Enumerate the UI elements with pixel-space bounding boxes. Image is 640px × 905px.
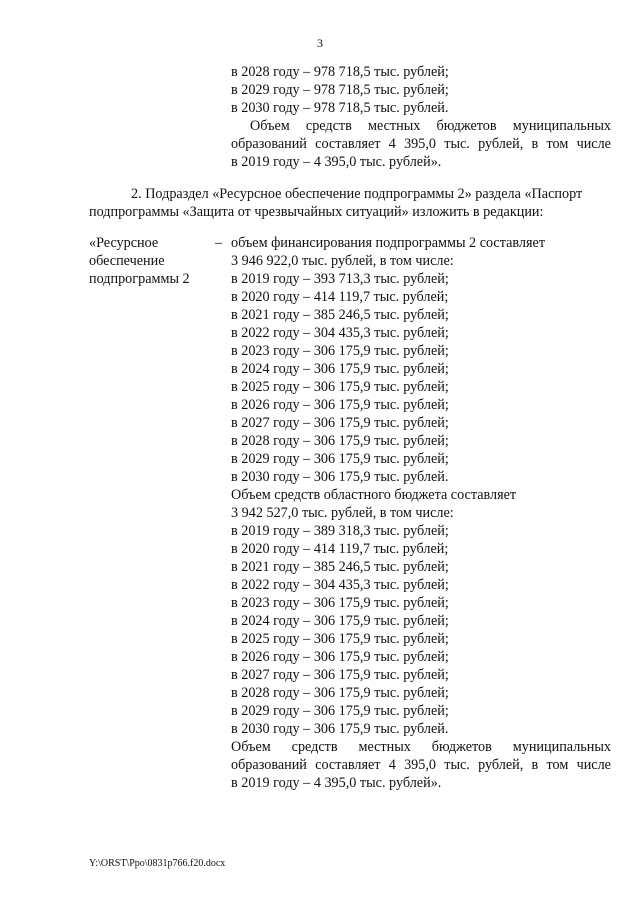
word: в: [531, 757, 539, 773]
word: местных: [368, 118, 421, 134]
year-line: в 2027 году – 306 175,9 тыс. рублей;: [231, 667, 449, 683]
year-line: в 2024 году – 306 175,9 тыс. рублей;: [231, 613, 449, 629]
word: бюджетов: [436, 118, 497, 134]
year-line: в 2025 году – 306 175,9 тыс. рублей;: [231, 379, 449, 395]
top-year-line: в 2029 году – 978 718,5 тыс. рублей;: [231, 82, 449, 98]
year-line: в 2027 году – 306 175,9 тыс. рублей;: [231, 415, 449, 431]
word: 4: [388, 136, 396, 152]
financing-line-1: объем финансирования подпрограммы 2 составляет: [231, 235, 546, 251]
word: местных: [358, 739, 411, 755]
word: в: [531, 136, 539, 152]
word: 395,0: [404, 136, 436, 152]
label-line: подпрограммы 2: [89, 271, 190, 287]
year-line: в 2026 году – 306 175,9 тыс. рублей;: [231, 397, 449, 413]
word: числе: [576, 136, 611, 152]
year-line: в 2029 году – 306 175,9 тыс. рублей;: [231, 703, 449, 719]
justified-line: [231, 135, 611, 153]
word: Объем: [231, 739, 271, 755]
year-line: в 2026 году – 306 175,9 тыс. рублей;: [231, 649, 449, 665]
year-line: в 2030 году – 306 175,9 тыс. рублей.: [231, 469, 449, 485]
word: тыс.: [444, 757, 470, 773]
word: рублей,: [478, 757, 524, 773]
footer-file-path: Y:\ORST\Ppo\0831p766.f20.docx: [89, 858, 226, 869]
year-line: в 2028 году – 306 175,9 тыс. рублей;: [231, 685, 449, 701]
top-local-budget-line3: в 2019 году – 4 395,0 тыс. рублей».: [231, 154, 442, 170]
word: составляет: [315, 136, 381, 152]
word: 395,0: [404, 757, 436, 773]
word: составляет: [315, 757, 381, 773]
year-line: в 2024 году – 306 175,9 тыс. рублей;: [231, 361, 449, 377]
word: образований: [231, 757, 307, 773]
year-line: в 2023 году – 306 175,9 тыс. рублей;: [231, 343, 449, 359]
word: рублей,: [478, 136, 524, 152]
year-line: в 2029 году – 306 175,9 тыс. рублей;: [231, 451, 449, 467]
paragraph-line-1: 2. Подраздел «Ресурсное обеспечение подпрограммы 2» раздела «Паспорт: [131, 186, 583, 202]
top-year-line: в 2028 году – 978 718,5 тыс. рублей;: [231, 64, 449, 80]
year-line: в 2030 году – 306 175,9 тыс. рублей.: [231, 721, 449, 737]
dash: –: [215, 235, 223, 251]
word: 4: [388, 757, 396, 773]
paragraph-line-2: подпрограммы «Защита от чрезвычайных ситуаций» изложить в редакции:: [89, 204, 544, 220]
resource-label: [89, 234, 190, 288]
word: муниципальных: [512, 118, 611, 134]
year-line: в 2019 году – 393 713,3 тыс. рублей;: [231, 271, 449, 287]
label-line: обеспечение: [89, 253, 165, 269]
word: тыс.: [444, 136, 470, 152]
year-line: в 2022 году – 304 435,3 тыс. рублей;: [231, 325, 449, 341]
year-line: в 2028 году – 306 175,9 тыс. рублей;: [231, 433, 449, 449]
top-local-budget-block: [250, 117, 611, 135]
year-line: в 2019 году – 389 318,3 тыс. рублей;: [231, 523, 449, 539]
justified-line: [231, 738, 611, 756]
word: бюджетов: [431, 739, 492, 755]
word: числе: [576, 757, 611, 773]
bottom-local-budget-block: [231, 738, 611, 756]
word: том: [546, 136, 569, 152]
financing-line-2: 3 946 922,0 тыс. рублей, в том числе:: [231, 253, 454, 269]
label-line: «Ресурсное: [89, 235, 159, 251]
regional-line-1: Объем средств областного бюджета составляет: [231, 487, 517, 503]
year-line: в 2021 году – 385 246,5 тыс. рублей;: [231, 307, 449, 323]
word: образований: [231, 136, 307, 152]
bottom-local-budget-block-2: [231, 756, 611, 774]
year-line: в 2022 году – 304 435,3 тыс. рублей;: [231, 577, 449, 593]
top-local-budget-block-2: [231, 135, 611, 153]
page-number: 3: [317, 36, 323, 50]
word: средств: [305, 118, 352, 134]
financing-years: [231, 270, 449, 486]
year-line: в 2020 году – 414 119,7 тыс. рублей;: [231, 289, 449, 305]
word: средств: [291, 739, 338, 755]
word: том: [546, 757, 569, 773]
justified-line: [250, 117, 611, 135]
bottom-local-budget-line3: в 2019 году – 4 395,0 тыс. рублей».: [231, 775, 442, 791]
justified-line: [231, 756, 611, 774]
top-year-line: в 2030 году – 978 718,5 тыс. рублей.: [231, 100, 449, 116]
year-line: в 2025 году – 306 175,9 тыс. рублей;: [231, 631, 449, 647]
word: Объем: [250, 118, 290, 134]
year-line: в 2021 году – 385 246,5 тыс. рублей;: [231, 559, 449, 575]
word: муниципальных: [512, 739, 611, 755]
regional-line-2: 3 942 527,0 тыс. рублей, в том числе:: [231, 505, 454, 521]
year-line: в 2020 году – 414 119,7 тыс. рублей;: [231, 541, 449, 557]
regional-years: [231, 522, 449, 738]
year-line: в 2023 году – 306 175,9 тыс. рублей;: [231, 595, 449, 611]
